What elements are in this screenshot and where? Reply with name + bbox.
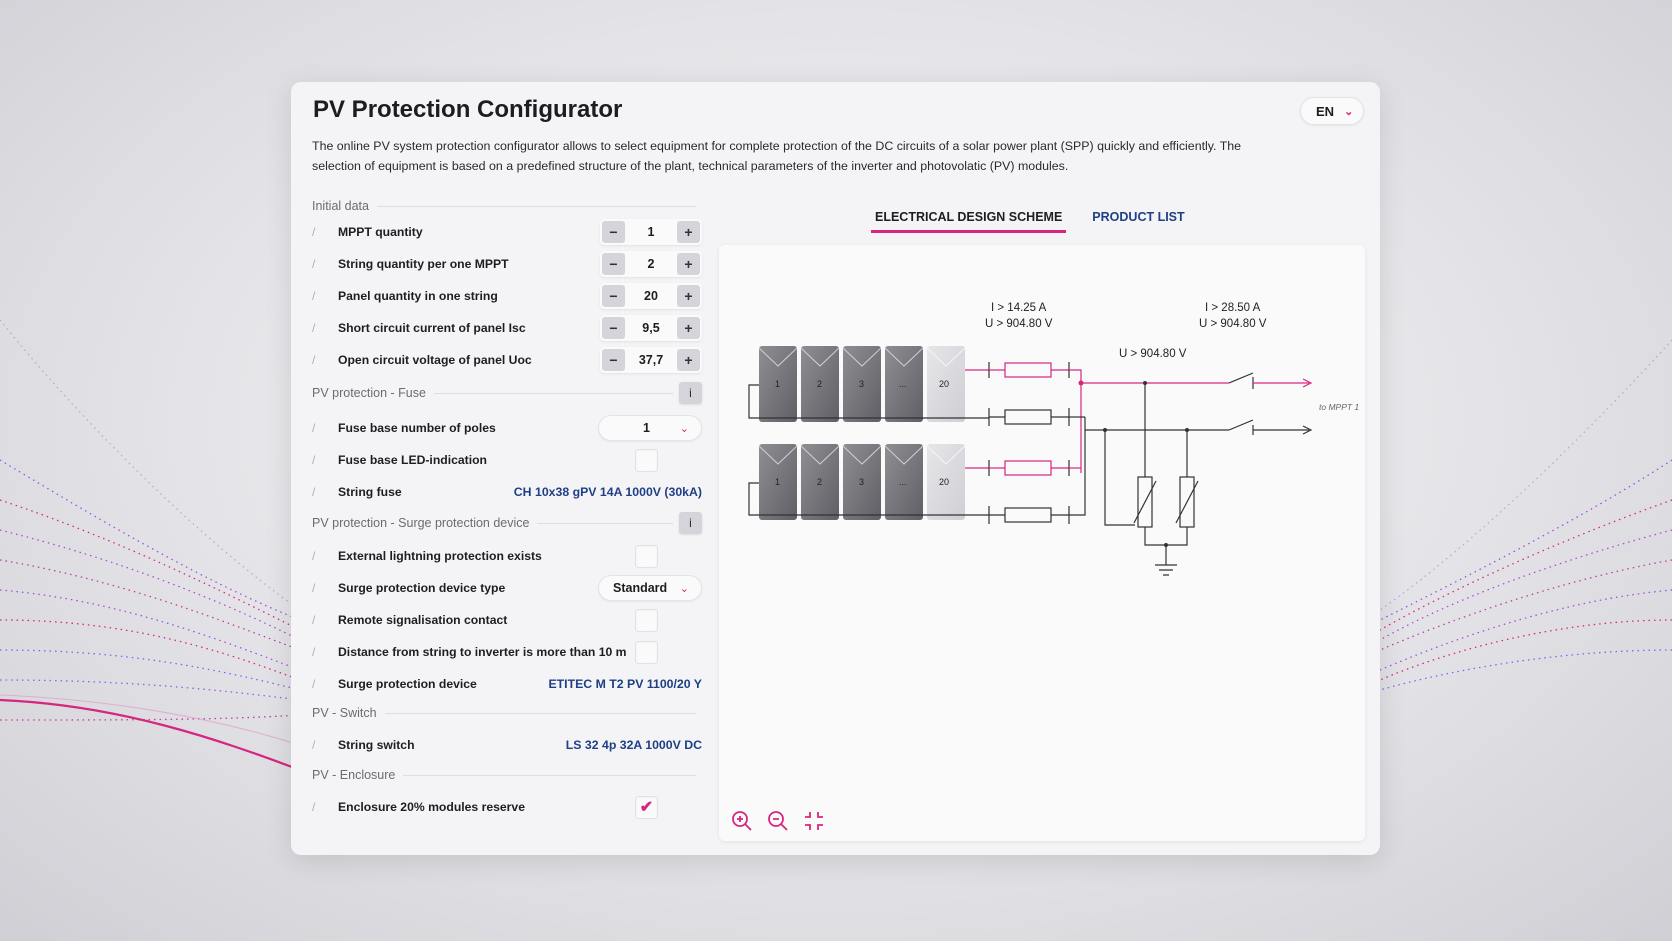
decrement-button[interactable]: − [602, 285, 625, 307]
panel-label: 1 [775, 477, 781, 487]
chevron-down-icon: ⌄ [679, 422, 689, 435]
tab-product-list[interactable]: PRODUCT LIST [1092, 210, 1185, 224]
row-string-quantity [312, 250, 702, 278]
bullet: / [312, 225, 316, 239]
row-spd-type [312, 574, 702, 602]
bullet: / [312, 289, 316, 303]
panel-string-2 [759, 444, 965, 520]
row-label: Distance from string to inverter is more than 10 m [338, 645, 627, 659]
row-label: Enclosure 20% modules reserve [338, 800, 525, 814]
panel-label: ... [899, 477, 907, 487]
label-to-mppt: to MPPT 1 [1319, 402, 1360, 412]
decrement-button[interactable]: − [602, 253, 625, 275]
row-string-fuse [312, 478, 702, 506]
row-label: External lightning protection exists [338, 549, 542, 563]
row-label: Remote signalisation contact [338, 613, 508, 627]
electrical-diagram [719, 245, 1365, 841]
row-open-circuit-voltage [312, 346, 702, 374]
tab-electrical-design-scheme[interactable]: ELECTRICAL DESIGN SCHEME [871, 210, 1066, 233]
panel-label: 3 [859, 379, 865, 389]
row-enclosure-reserve [312, 793, 702, 821]
row-fuse-poles [312, 414, 702, 442]
stepper-value[interactable]: 2 [647, 257, 655, 271]
row-label: Fuse base LED-indication [338, 453, 487, 467]
section-title: PV - Enclosure [312, 768, 396, 782]
section-switch [312, 706, 702, 720]
chevron-down-icon: ⌄ [679, 582, 689, 595]
panel-label: 2 [817, 477, 823, 487]
remote-signalisation-checkbox[interactable] [635, 609, 658, 632]
divider [403, 775, 696, 776]
row-label: String switch [338, 738, 415, 752]
section-title: PV protection - Fuse [312, 386, 426, 400]
panel-string-1 [759, 346, 965, 422]
decrement-button[interactable]: − [602, 317, 625, 339]
panel-label: 3 [859, 477, 865, 487]
row-label: String fuse [338, 485, 402, 499]
panel-label: 2 [817, 379, 823, 389]
divider [537, 523, 673, 524]
select-value: 1 [643, 421, 650, 435]
spd-type-select[interactable] [598, 575, 702, 601]
increment-button[interactable]: + [677, 317, 700, 339]
info-icon[interactable]: i [679, 382, 702, 404]
junction-dots [1079, 381, 1084, 386]
row-lightning-protection [312, 542, 702, 570]
panel-label: 20 [939, 379, 950, 389]
label-current-1: I > 14.25 A [991, 302, 1047, 314]
row-label: Panel quantity in one string [338, 289, 498, 303]
row-label: Short circuit current of panel Isc [338, 321, 526, 335]
label-current-2: I > 28.50 A [1205, 302, 1261, 314]
language-value: EN [1316, 103, 1335, 119]
row-panel-quantity [312, 282, 702, 310]
bullet: / [312, 453, 316, 467]
row-fuse-led [312, 446, 702, 474]
row-label: Surge protection device [338, 677, 477, 691]
section-fuse [312, 382, 702, 404]
stepper-value[interactable]: 1 [647, 225, 655, 239]
row-mppt-quantity [312, 218, 702, 246]
stepper-value[interactable]: 37,7 [638, 353, 664, 367]
increment-button[interactable]: + [677, 253, 700, 275]
info-icon[interactable]: i [679, 512, 702, 534]
bullet: / [312, 738, 316, 752]
row-short-circuit-current [312, 314, 702, 342]
label-voltage-1: U > 904.80 V [985, 318, 1053, 330]
section-initial-data [312, 199, 702, 213]
bullet: / [312, 353, 316, 367]
fuse-led-checkbox[interactable] [635, 449, 658, 472]
label-voltage-2: U > 904.80 V [1199, 318, 1267, 330]
fuse-poles-select[interactable] [598, 415, 702, 441]
checkmark-icon: ✔ [639, 798, 654, 816]
panel-label: 1 [775, 379, 781, 389]
bullet: / [312, 677, 316, 691]
bullet: / [312, 800, 316, 814]
lightning-protection-checkbox[interactable] [635, 545, 658, 568]
row-remote-signalisation [312, 606, 702, 634]
stepper-value[interactable]: 20 [644, 289, 658, 303]
configurator-card [291, 82, 1380, 855]
bullet: / [312, 613, 316, 627]
bullet: / [312, 485, 316, 499]
section-title: PV protection - Surge protection device [312, 516, 530, 530]
divider [385, 713, 696, 714]
divider [377, 206, 696, 207]
string-switch-product-link[interactable]: LS 32 4p 32A 1000V DC [565, 738, 702, 752]
panel-label: ... [899, 379, 907, 389]
decrement-button[interactable]: − [602, 349, 625, 371]
view-tabs [871, 210, 1185, 233]
spd-product-link[interactable]: ETITEC M T2 PV 1100/20 Y [548, 677, 702, 691]
uoc-stepper [600, 347, 702, 373]
language-select[interactable] [1300, 97, 1364, 125]
decrement-button[interactable]: − [602, 221, 625, 243]
select-value: Standard [613, 581, 668, 595]
fit-screen-icon[interactable] [803, 810, 825, 832]
bullet: / [312, 421, 316, 435]
row-string-switch [312, 731, 702, 759]
panel-quantity-stepper [600, 283, 702, 309]
label-voltage-spd: U > 904.80 V [1119, 348, 1187, 360]
isc-stepper [600, 315, 702, 341]
distance-checkbox[interactable] [635, 641, 658, 664]
row-label: String quantity per one MPPT [338, 257, 509, 271]
increment-button[interactable]: + [677, 285, 700, 307]
zoom-in-icon[interactable] [731, 810, 753, 832]
bullet: / [312, 321, 316, 335]
section-title: PV - Switch [312, 706, 377, 720]
section-title: Initial data [312, 199, 369, 213]
row-distance [312, 638, 702, 666]
row-label: Surge protection device type [338, 581, 506, 595]
stepper-value[interactable]: 9,5 [642, 321, 660, 335]
section-enclosure [312, 768, 702, 782]
section-spd [312, 512, 702, 534]
chevron-down-icon: ⌄ [1344, 105, 1354, 118]
divider [434, 393, 673, 394]
enclosure-reserve-checkbox[interactable] [635, 796, 658, 819]
increment-button[interactable]: + [677, 221, 700, 243]
increment-button[interactable]: + [677, 349, 700, 371]
page-description: The online PV system protection configurator allows to select equipment for complete protection of the DC circuits of a solar power plant (SPP) quickly and efficiently. The selection of equipment is based on a predefined structure of the plant, technical parameters of the inverter and photovolatic (PV) modules. [312, 139, 1242, 173]
row-label: MPPT quantity [338, 225, 423, 239]
row-label: Fuse base number of poles [338, 421, 496, 435]
page-title: PV Protection Configurator [313, 96, 623, 123]
row-surge-protection-device [312, 670, 702, 698]
mppt-quantity-stepper [600, 219, 702, 245]
bullet: / [312, 645, 316, 659]
string-fuse-product-link[interactable]: CH 10x38 gPV 14A 1000V (30kA) [513, 485, 702, 499]
bullet: / [312, 581, 316, 595]
panel-label: 20 [939, 477, 950, 487]
row-label: Open circuit voltage of panel Uoc [338, 353, 532, 367]
bullet: / [312, 257, 316, 271]
zoom-out-icon[interactable] [767, 810, 789, 832]
electrical-scheme-canvas [719, 245, 1365, 841]
string-quantity-stepper [600, 251, 702, 277]
bullet: / [312, 549, 316, 563]
